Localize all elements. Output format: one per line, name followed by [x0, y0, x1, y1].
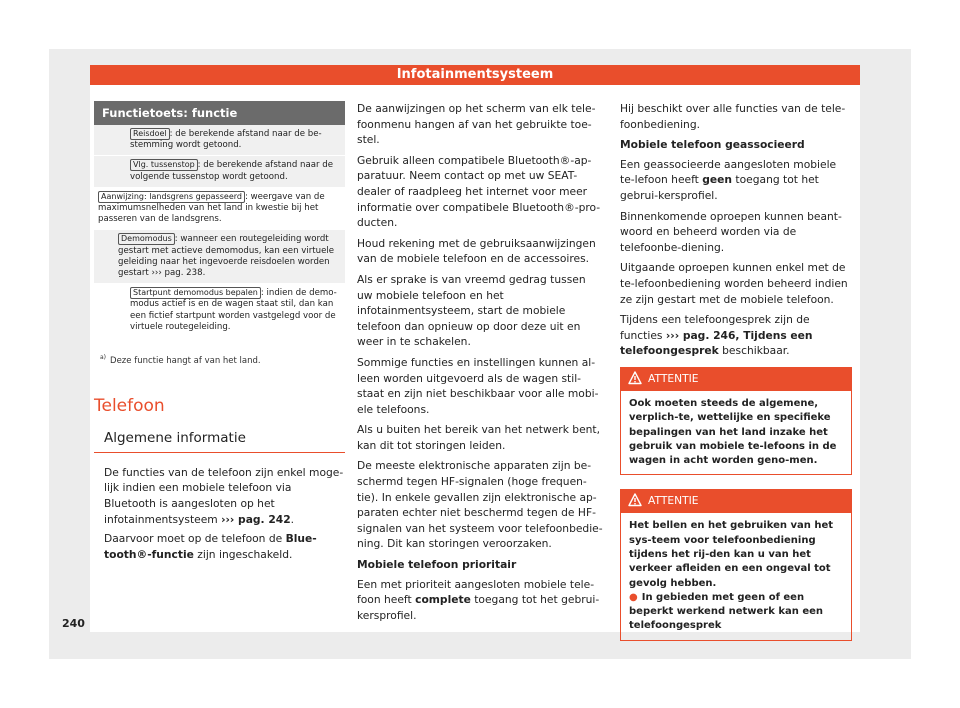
subheading: Mobiele telefoon prioritair: [357, 558, 517, 572]
paragraph: Als er sprake is van vreemd gedrag tussen uw mobiele telefoon en het infotainmentsysteem, start de mobiele telefoon dan opnieuw op door deze uit en weer in te schakelen.: [357, 272, 586, 349]
table-cell-text: : de berekende afstand naar de volgende tussenstop wordt getoond.: [130, 160, 334, 182]
paragraph: [620, 312, 852, 359]
function-key: Vlg. tussenstop: [130, 159, 198, 171]
subheading: Mobiele telefoon geassocieerd: [620, 138, 805, 152]
footnote-mark: a): [100, 354, 107, 362]
warning-body: [620, 513, 852, 640]
paragraph-text: zijn ingeschakeld.: [193, 547, 293, 561]
paragraph: De meeste elektronische apparaten zijn be-schermd tegen HF-signalen (hoge frequen-tie). In enkele gevallen zijn elektronische ap-paraten echter niet beschermd tegen de HF-signalen van het systeem voor telefoonbedie-ning. Dit kan storingen veroorzaken.: [357, 459, 603, 551]
table-cell-text: : de berekende afstand naar de be-stemming wordt getoond.: [130, 129, 322, 151]
bullet-text: In gebieden met geen of een beperkt werkend netwerk kan een telefoongesprek: [629, 591, 824, 632]
paragraph: [94, 531, 345, 562]
function-key: Aanwijzing: landsgrens gepasseerd: [98, 191, 245, 203]
table-cell-text: : indien de demo-modus actief is en de wagen staat stil, dan kan een fictief startpunt worden vastgelegd voor de virtuele routegeleiding.: [130, 288, 337, 332]
page-reference-link[interactable]: ››› pag. 246, Tijdens een telefoongesprek: [620, 328, 813, 358]
page-number: 240: [62, 617, 85, 630]
warning-body: Ook moeten steeds de algemene, verplich-te, wettelijke en specifieke bepalingen van het land inzake het gebruik van mobiele te-lefoons in de wagen in acht worden geno-men.: [620, 391, 852, 475]
paragraph-text: toegang tot het gebrui-kersprofiel.: [357, 593, 600, 622]
table-row: [94, 125, 345, 156]
warning-header: [620, 489, 852, 513]
paragraph: De aanwijzingen op het scherm van elk tele-foonmenu hangen af van het gebruikte toe-stel.: [357, 102, 596, 147]
table-cell-text: : wanneer een routegeleiding wordt gestart met actieve demomodus, kan een virtuele geleiding naar het ingevoerde reisdoelen worden gestart ››› pag. 238.: [118, 234, 335, 279]
paragraph: Gebruik alleen compatibele Bluetooth®-ap-paratuur. Neem contact op met uw SEAT-dealer of raadpleeg het internet voor meer informatie over compatibele Bluetooth®-pro-ducten.: [357, 153, 601, 230]
warning-bullet: [629, 591, 843, 634]
function-key: Reisdoel: [130, 128, 170, 140]
table-row: [94, 230, 345, 284]
paragraph: Sommige functies en instellingen kunnen al-leen worden uitgevoerd als de wagen stil-staat en zijn niet beschikbaar voor alle mobi-ele telefoons.: [357, 355, 599, 416]
paragraph-bold: geen: [702, 173, 733, 187]
paragraph-text: Tijdens een telefoongesprek zijn de functies: [620, 313, 810, 342]
paragraph: Als u buiten het bereik van het netwerk bent, kan dit tot storingen leiden.: [357, 423, 601, 452]
paragraph-text: Een met prioriteit aangesloten mobiele tele-foon heeft: [357, 577, 595, 607]
warning-triangle-icon: [628, 493, 642, 507]
warning-triangle-icon: [628, 371, 642, 385]
paragraph-bold: complete: [415, 593, 471, 607]
function-key: Demomodus: [118, 233, 175, 245]
warning-box: [620, 489, 852, 640]
warning-label: ATTENTIE: [648, 494, 699, 508]
warning-text: Het bellen en het gebruiken van het sys-teem voor telefoonbediening tijdens het rij-den kan u van het verkeer afleiden en een ongeval tot gevolg hebben.: [629, 520, 834, 589]
paragraph-text: Daarvoor moet op de telefoon de: [104, 532, 286, 546]
paragraph: Houd rekening met de gebruiksaanwijzingen van de mobiele telefoon en de accessoires.: [357, 236, 596, 266]
paragraph: Uitgaande oproepen kunnen enkel met de te-lefoonbediening worden beheerd indien ze zijn gestart met de mobiele telefoon.: [620, 261, 848, 306]
paragraph-text: Een geassocieerde aangesloten mobiele te-lefoon heeft: [620, 157, 837, 187]
function-table-title: Functietoets: functie: [94, 101, 345, 125]
paragraph-bold: Blue-tooth®-functie: [104, 532, 317, 561]
table-row: [94, 188, 345, 231]
column-middle: [357, 101, 603, 628]
page-reference-link[interactable]: ››› pag. 242: [221, 512, 291, 526]
table-cell-text: : weergave van de maximumsnelheden van het land in kwestie bij het passeren van de landsgrens.: [98, 191, 325, 225]
paragraph-text: beschikbaar.: [718, 344, 790, 358]
warning-box: [620, 367, 852, 475]
column-left: [94, 101, 345, 562]
paragraph: [357, 577, 603, 624]
footnote-text: Deze functie hangt af van het land.: [110, 355, 261, 366]
bullet-icon: ●: [629, 591, 638, 603]
paragraph-text: .: [290, 512, 295, 526]
paragraph-text: De functies van de telefoon zijn enkel moge-lijk indien een mobiele telefoon via Bluetooth is aangesloten op het infotainmentsysteem: [104, 465, 344, 526]
warning-header: [620, 367, 852, 391]
function-key: Startpunt demomodus bepalen: [130, 287, 261, 299]
paragraph: Hij beschikt over alle functies van de tele-foonbediening.: [620, 102, 846, 131]
paragraph: [94, 465, 345, 527]
section-subtitle: Algemene informatie: [94, 430, 345, 453]
table-row: [94, 156, 345, 187]
page-header: Infotainmentsysteem: [90, 65, 860, 85]
table-row: [94, 284, 345, 338]
section-title: Telefoon: [94, 395, 165, 416]
paragraph: [620, 157, 852, 204]
column-right: [620, 101, 852, 641]
table-footnote: [94, 354, 345, 366]
warning-label: ATTENTIE: [648, 371, 699, 385]
paragraph: Binnenkomende oproepen kunnen beant-woord en beheerd worden via de telefoonbe-diening.: [620, 209, 842, 254]
paragraph-text: toegang tot het gebrui-kersprofiel.: [620, 173, 819, 202]
